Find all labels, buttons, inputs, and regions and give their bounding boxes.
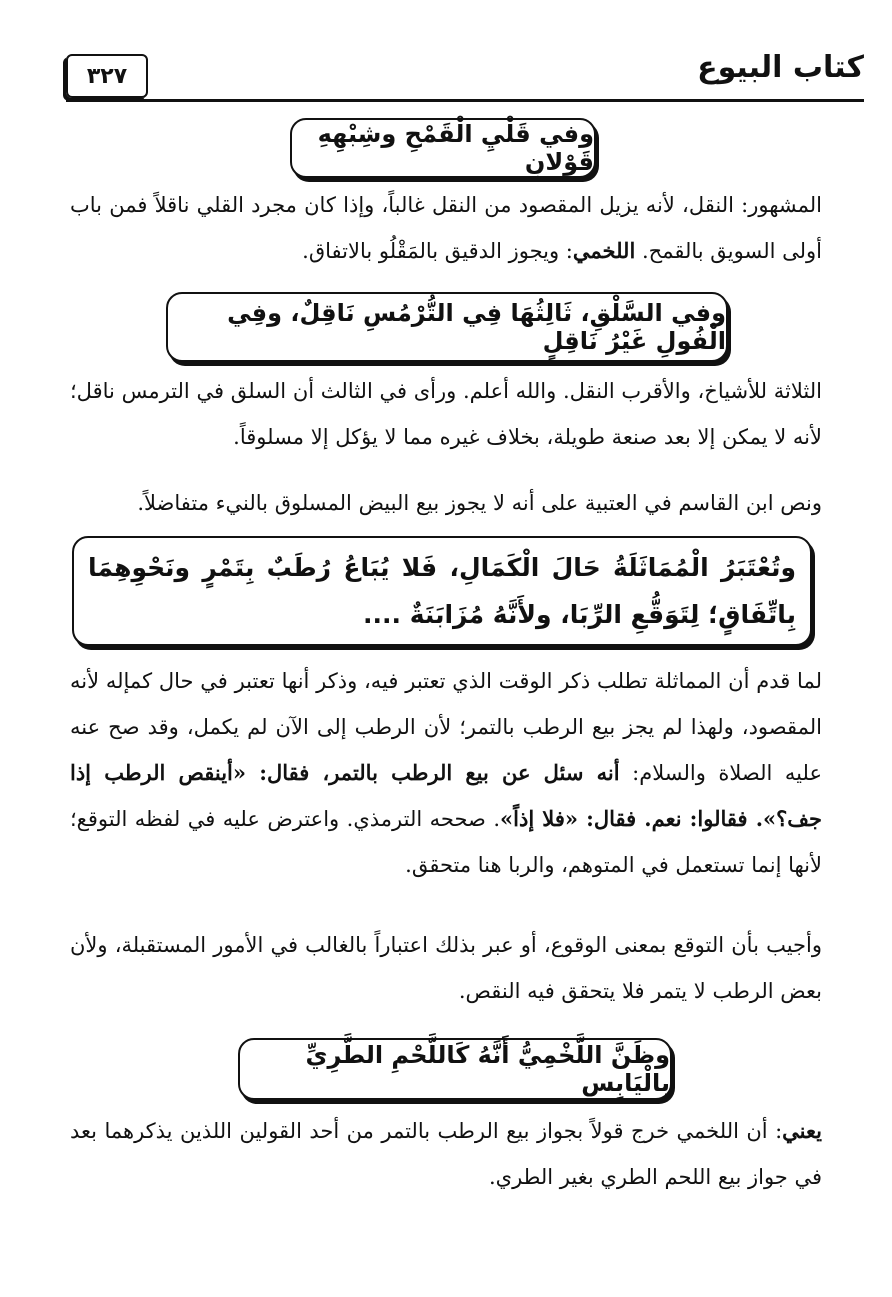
- page-header: [66, 46, 864, 106]
- paragraph-text: لما قدم أن المماثلة تطلب ذكر الوقت الذي تعتبر فيه، وذكر أنها تعتبر في حال كمإله لأنه المقصود، ولهذا لم يجز بيع الرطب بالتمر؛ لأن الرطب إلى الآن لم يكمل، وقد صح عنه عليه الصلاة والسلام:: [70, 669, 822, 785]
- paragraph: [70, 1108, 822, 1200]
- paragraph: [70, 182, 822, 274]
- header-rule: [66, 99, 864, 102]
- paragraph-lead: يعني: [782, 1118, 822, 1143]
- paragraph: ونص ابن القاسم في العتبية على أنه لا يجوز بيع البيض المسلوق بالنيء متفاضلاً.: [137, 491, 822, 515]
- paragraph-text: : أن اللخمي خرج قولاً بجواز بيع الرطب بالتمر من أحد القولين اللذين يذكرهما بعد في جواز بيع اللحم الطري بغير الطري.: [70, 1119, 822, 1189]
- hadith-quote: أنه سئل عن بيع الرطب بالتمر، فقال: «أينقص الرطب إذا جف؟». فقالوا: نعم. فقال: «فلا إذاً»: [70, 760, 822, 831]
- paragraph-text: : ويجوز الدقيق بالمَقْلُو بالاتفاق.: [302, 239, 573, 263]
- book-title: كتاب البيوع: [697, 50, 864, 85]
- section-heading: وفي السَّلْقِ، ثَالِثُهَا فِي التُّرْمُسِ نَاقِلٌ، وفِي الْفُولِ غَيْرُ نَاقِلٍ: [166, 292, 728, 362]
- section-heading: وظَنَّ اللَّخْمِيُّ أَنَّهُ كَاللَّحْمِ الطَّرِيِّ بِالْيَابِسِ: [238, 1038, 672, 1100]
- paragraph-text: المشهور: النقل، لأنه يزيل المقصود من النقل غالباً، وإذا كان مجرد القلي ناقلاً فمن باب أولى السويق بالقمح.: [70, 193, 822, 263]
- section-heading: وتُعْتَبَرُ الْمُمَاثَلَةُ حَالَ الْكَمَالِ، فَلا يُبَاعُ رُطَبٌ بِتَمْرٍ ونَحْوِهِمَا بِاتِّفَاقٍ؛ لِتَوَقُّعِ الرِّبَا، ولأَنَّهُ مُزَابَنَةٌ ....: [72, 536, 812, 646]
- paragraph-text: . صححه الترمذي. واعترض عليه في لفظه التوقع؛ لأنها إنما تستعمل في المتوهم، والربا هنا متحقق.: [70, 807, 822, 877]
- author-name: اللخمي: [572, 238, 636, 263]
- paragraph: وأجيب بأن التوقع بمعنى الوقوع، أو عبر بذلك اعتباراً بالغالب في الأمور المستقبلة، ولأن بعض الرطب لا يتمر فلا يتحقق فيه النقص.: [70, 933, 822, 1003]
- paragraph: [70, 658, 822, 888]
- paragraph: الثلاثة للأشياخ، والأقرب النقل. والله أعلم. ورأى في الثالث أن السلق في الترمس ناقل؛ لأنه لا يمكن إلا بعد صنعة طويلة، بخلاف غيره مما لا يؤكل إلا مسلوقاً.: [70, 379, 822, 449]
- page-number: ٣٢٧: [66, 54, 148, 98]
- section-heading: وفي قَلْيِ الْقَمْحِ وشِبْهِهِ قَوْلانِ: [290, 118, 596, 178]
